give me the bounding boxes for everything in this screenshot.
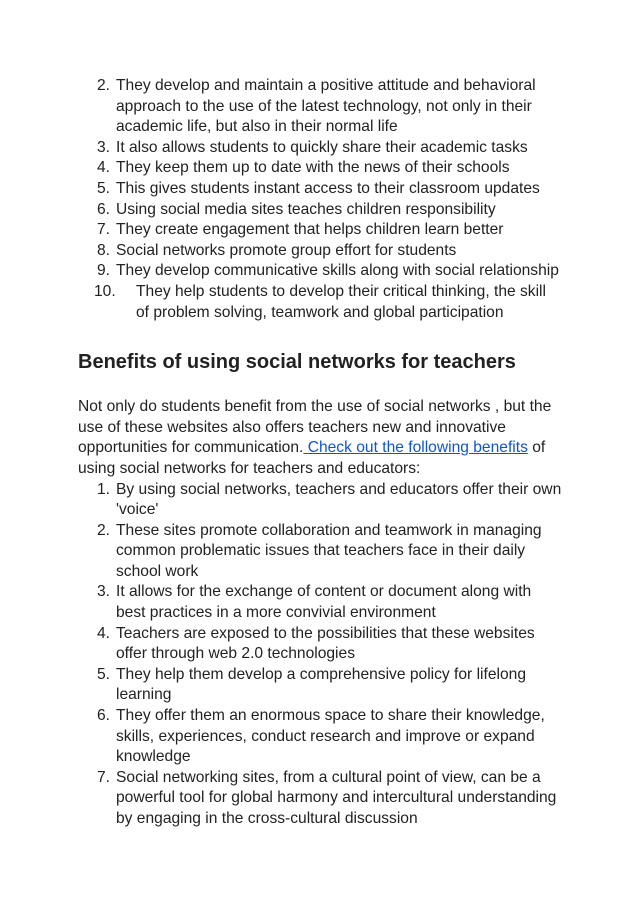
list-item [78, 220, 562, 241]
list-number: 7. [96, 221, 110, 239]
list-item [78, 138, 562, 159]
list-item-text: It allows for the exchange of content or document along with best practices in a more convivial environment [116, 583, 532, 622]
list-item-text: They develop communicative skills along with social relationship [116, 262, 559, 280]
list-item-text: They help them develop a comprehensive policy for lifelong learning [116, 665, 526, 704]
list-item-text: They help students to develop their critical thinking, the skill of problem solving, teamwork and global participation [136, 282, 546, 321]
list-number: 1. [96, 480, 110, 498]
list-number: 6. [96, 707, 110, 725]
list-number: 8. [96, 241, 110, 259]
list-item [78, 665, 562, 706]
list-item-text: They keep them up to date with the news of their schools [116, 159, 510, 177]
intro-text-end: of using social networks for teachers and educators: [78, 439, 546, 477]
section-heading: Benefits of using social networks for teachers [78, 351, 516, 374]
list-item [78, 624, 562, 665]
list-item-text: Social networks promote group effort for students [116, 241, 457, 259]
list-item [78, 480, 562, 521]
list-number: 2. [96, 521, 110, 539]
list-number: 6. [96, 200, 110, 218]
list-item-text: Social networking sites, from a cultural point of view, can be a powerful tool for global harmony and intercultural understanding by engaging in the cross-cultural discussion [116, 768, 557, 827]
list-number: 4. [96, 624, 110, 642]
list-number: 4. [96, 159, 110, 177]
list-item-text: It also allows students to quickly share their academic tasks [116, 138, 528, 156]
list-number: 10. [94, 282, 116, 300]
intro-paragraph [78, 397, 562, 479]
list-number: 9. [96, 262, 110, 280]
list-number: 5. [96, 179, 110, 197]
list-item [78, 282, 562, 323]
student-benefits-list [78, 76, 562, 323]
list-item-text: Teachers are exposed to the possibilities that these websites offer through web 2.0 technologies [116, 624, 535, 663]
list-item [78, 241, 562, 262]
list-item-text: These sites promote collaboration and teamwork in managing common problematic issues that teachers face in their daily school work [116, 521, 542, 580]
list-item-text: This gives students instant access to their classroom updates [116, 179, 540, 197]
list-number: 5. [96, 665, 110, 683]
list-item [78, 179, 562, 200]
list-item [78, 706, 562, 768]
list-item-text: They create engagement that helps children learn better [116, 221, 504, 239]
list-item-text: By using social networks, teachers and educators offer their own 'voice' [116, 480, 562, 519]
list-item-text: Using social media sites teaches children responsibility [116, 200, 496, 218]
list-item-text: They offer them an enormous space to share their knowledge, skills, experiences, conduct research and improve or expand knowledge [116, 707, 545, 766]
list-number: 3. [96, 138, 110, 156]
teacher-benefits-list [78, 480, 562, 830]
list-item [78, 768, 562, 830]
list-item [78, 582, 562, 623]
benefits-link[interactable]: Check out the following benefits [303, 439, 528, 457]
list-item-text: They develop and maintain a positive attitude and behavioral approach to the use of the latest technology, not only in their academic life, but also in their normal life [116, 77, 536, 136]
list-number: 7. [96, 768, 110, 786]
list-number: 3. [96, 583, 110, 601]
list-item [78, 261, 562, 282]
list-item [78, 521, 562, 583]
list-item [78, 158, 562, 179]
list-number: 2. [96, 77, 110, 94]
list-item [78, 76, 562, 138]
intro-text: Not only do students benefit from the use of social networks , but the use of these websites also offers teachers new and innovative opportunities for communication. [78, 398, 552, 457]
list-item [78, 200, 562, 221]
